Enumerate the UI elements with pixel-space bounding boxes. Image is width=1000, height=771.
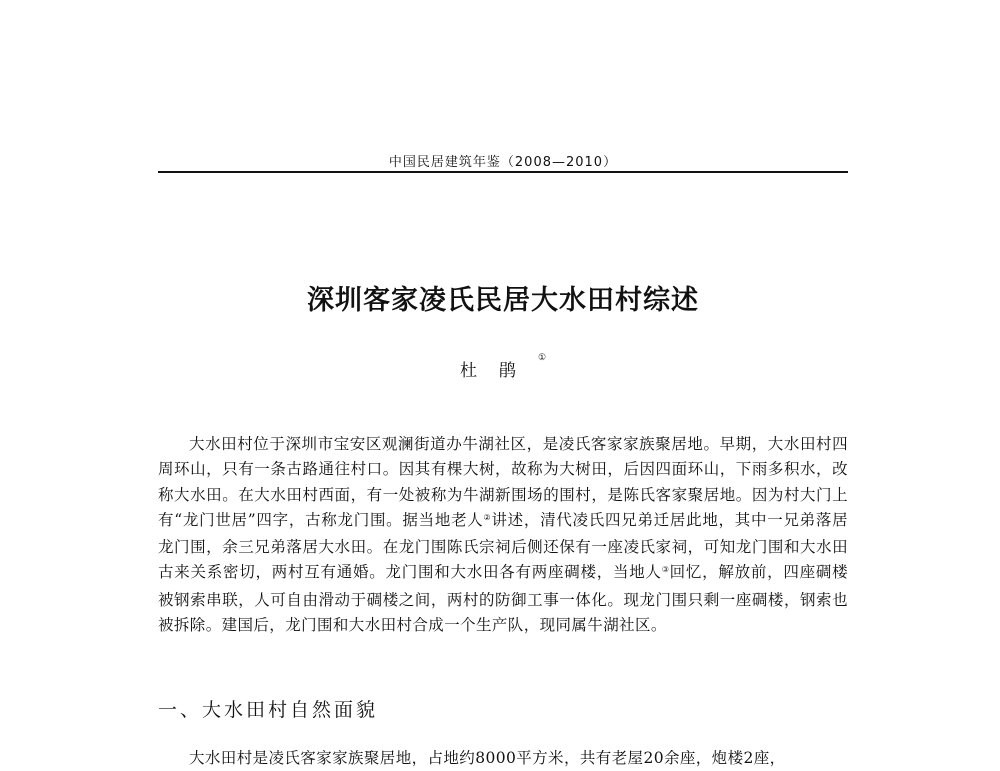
body-paragraph-1 (158, 432, 848, 638)
article-title: 深圳客家凌氏民居大水田村综述 (307, 285, 699, 316)
footnote-mark-2: ② (483, 512, 492, 522)
body-paragraph-2: 大水田村是凌氏客家家族聚居地，占地约8000平方米，共有老屋20余座，炮楼2座， (189, 749, 786, 767)
paragraph-1-part-2: 讲述，清代凌氏四兄弟迁居此地，其中一兄弟落居龙门围，余三兄弟落居大水田。在龙门围陈氏宗祠后侧还保有一座凌氏家祠，可知龙门围和大水田古来关系密切，两村互有通婚。龙门围和大水田各有两座碉楼，当地人 (158, 510, 849, 582)
running-header: 中国民居建筑年鉴（2008—2010） (388, 155, 618, 170)
footnote-mark-3: ③ (661, 565, 670, 575)
author-name: 杜鹃 (459, 361, 538, 381)
paragraph-1-part-3: 回忆，解放前，四座碉楼被钢索串联，人可自由滑动于碉楼之间，两村的防御工事一体化。现龙门围只剩一座碉楼，钢索也被拆除。建国后，龙门围和大水田村合成一个生产队，现同属牛湖社区。 (158, 563, 848, 635)
section-heading-1: 一、大水田村自然面貌 (158, 699, 379, 721)
author-line (158, 353, 848, 381)
header-rule (158, 171, 848, 173)
author-footnote-mark: ① (537, 353, 547, 363)
paragraph-1-part-1: 大水田村位于深圳市宝安区观澜街道办牛湖社区，是凌氏客家家族聚居地。早期，大水田村四周环山，只有一条古路通往村口。因其有棵大树，故称为大树田，后因四面环山，下雨多积水，改称大水田。在大水田村西面，有一处被称为牛湖新围场的围村，是陈氏客家聚居地。因为村大门上有“龙门世居”四字，古称龙门围。据当地老人 (158, 435, 848, 529)
